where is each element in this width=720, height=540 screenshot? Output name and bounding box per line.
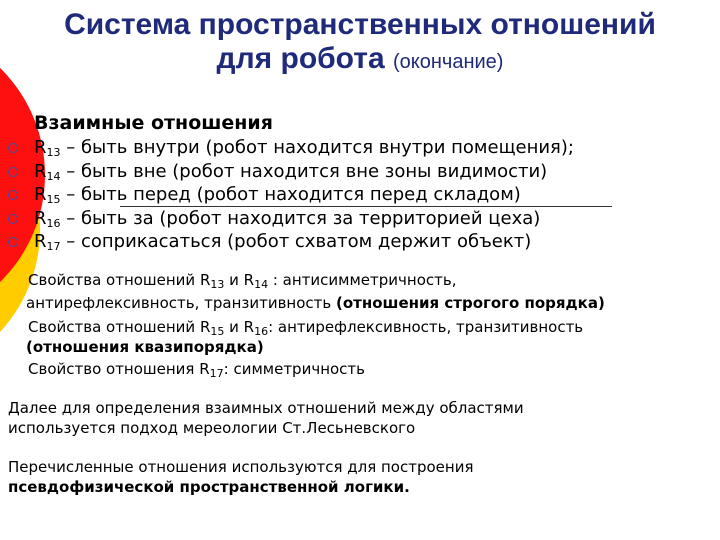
relation-text: – быть перед (робот находится перед складом) — [60, 184, 521, 205]
prop-text: Свойства отношений R — [28, 318, 211, 336]
relation-index: 14 — [46, 169, 61, 183]
relation-text: – быть за (робот находится за территорией цеха) — [60, 207, 541, 229]
prop-text: : антисимметричность, — [268, 271, 457, 289]
property-r13-r14 — [28, 270, 456, 290]
prop-text: : симметричность — [223, 360, 365, 378]
relations-list — [8, 136, 574, 254]
circle-bullet-icon — [8, 190, 18, 200]
relation-symbol: R — [34, 137, 47, 158]
circle-bullet-icon — [8, 143, 18, 153]
relation-text: – быть внутри (робот находится внутри помещения); — [60, 137, 574, 158]
list-item — [8, 207, 574, 231]
prop-index: 15 — [210, 325, 225, 338]
mereology-paragraph — [8, 398, 524, 438]
title-line-1: Система пространственных отношений — [64, 8, 656, 41]
circle-bullet-icon — [8, 237, 18, 247]
relation-symbol: R — [34, 184, 47, 205]
property-r17 — [28, 359, 365, 379]
prop-index: 14 — [254, 278, 269, 291]
list-item — [8, 183, 574, 207]
prop-index: 17 — [209, 367, 224, 380]
prop-text: Свойства отношений R — [28, 271, 211, 289]
paragraph-line: Далее для определения взаимных отношений между областями — [8, 399, 524, 417]
title-line-2 — [0, 42, 720, 79]
relation-index: 15 — [46, 193, 61, 206]
paragraph-line: Перечисленные отношения используются для построения — [8, 458, 474, 476]
relation-index: 17 — [46, 240, 61, 253]
relation-text: – быть вне (робот находится вне зоны видимости) — [60, 160, 548, 182]
slide-title — [0, 8, 720, 79]
property-r15-r16-cont: (отношения квазипорядка) — [26, 338, 264, 356]
divider-line — [120, 206, 612, 207]
title-robot: для робота — [216, 42, 385, 75]
relation-index: 16 — [46, 216, 61, 230]
relation-symbol: R — [34, 231, 47, 252]
relation-symbol: R — [34, 160, 47, 182]
paragraph-line-bold: псевдофизической пространственной логики. — [8, 478, 410, 496]
property-r13-r14-cont — [26, 293, 605, 313]
prop-text: антирефлексивность, транзитивность — [26, 294, 337, 312]
prop-index: 13 — [210, 278, 225, 291]
paragraph-line: используется подход мереологии Ст.Лесьневского — [8, 419, 416, 437]
prop-index: 16 — [254, 325, 269, 338]
circle-bullet-icon — [8, 167, 18, 177]
list-item — [8, 160, 574, 184]
prop-text: и R — [224, 318, 255, 336]
title-subtitle: (окончание) — [392, 51, 504, 73]
prop-bold-text: (отношения строгого порядка) — [336, 294, 605, 312]
list-item — [8, 136, 574, 160]
prop-text: Свойство отношения R — [28, 360, 210, 378]
property-r15-r16 — [28, 317, 583, 337]
relation-symbol: R — [34, 207, 47, 229]
logic-paragraph — [8, 457, 473, 497]
relations-heading: Взаимные отношения — [34, 112, 273, 134]
relation-index: 13 — [46, 146, 61, 159]
prop-text: и R — [224, 271, 255, 289]
list-item — [8, 230, 574, 254]
circle-bullet-icon — [8, 214, 18, 224]
prop-text: : антирефлексивность, транзитивность — [268, 318, 584, 336]
relation-text: – соприкасаться (робот схватом держит объект) — [60, 231, 532, 252]
